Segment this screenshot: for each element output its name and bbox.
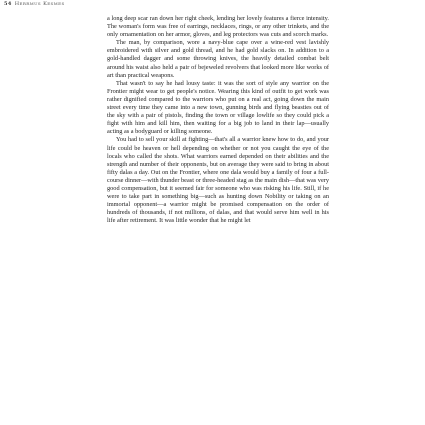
paragraph: The man, by comparison, wore a navy-blue cape over a wine-red vest lavishly embroidered with silver and gold thread, and he had gold slacks on. In addition to a gold-handled dagger and some throwing knives, the heavily detailed combat belt around his waist also held a pair of bejeweled revolvers that looked more like works of art than practical weapons. [107,39,329,79]
running-head-title: Herrmus Kesmes [14,1,65,7]
page-header [0,0,425,12]
paragraph: That wasn't to say he had lousy taste: it was the sort of style any warrior on the Frontier might wear to get people's notice. Wearing this kind of outfit to get work was rather dignified compared to the warriors who put on a real act, going down the main street every time they came into a new town, gunning birds and flying beasties out of the sky with a pair of pistols, finding the town or village lowlife so they could pick a fight with him and kill him, then waiting for a big job to land in their lap—usually acting as a bodyguard or killing someone. [107,79,329,136]
paragraph: a long deep scar ran down her right cheek, lending her lovely features a fierce intensity. The woman's form was free of earrings, necklaces, rings, or any other trinkets, and the only ornamentation on her armor, gloves, and leg protectors was cuts and scorch marks. [107,15,329,39]
page-number: 54 [4,1,12,7]
paragraph: You had to sell your skill at fighting—that's all a warrior knew how to do, and your life could be heaven or hell depending on whether or not you caught the eye of the locals who called the shots. What warriors earned depended on their abilities and the strength and number of their opponents, but on average they were said to bring in about fifty dalas a day. Out on the Frontier, where one dala would buy a family of four a full-course dinner—with thunder beast or three-headed stag as the main dish—that was very good compensation, but it seemed fair for someone who was risking his life. Still, if he were to take part in something big—such as hunting down Nobility or taking on an immortal opponent—a warrior might be promised compensation on the order of hundreds of thousands, if not millions, of dalas, and that would serve him well in his life after retirement. It was little wonder that he might let [107,136,329,225]
running-head [4,1,65,7]
body-text [107,15,329,421]
